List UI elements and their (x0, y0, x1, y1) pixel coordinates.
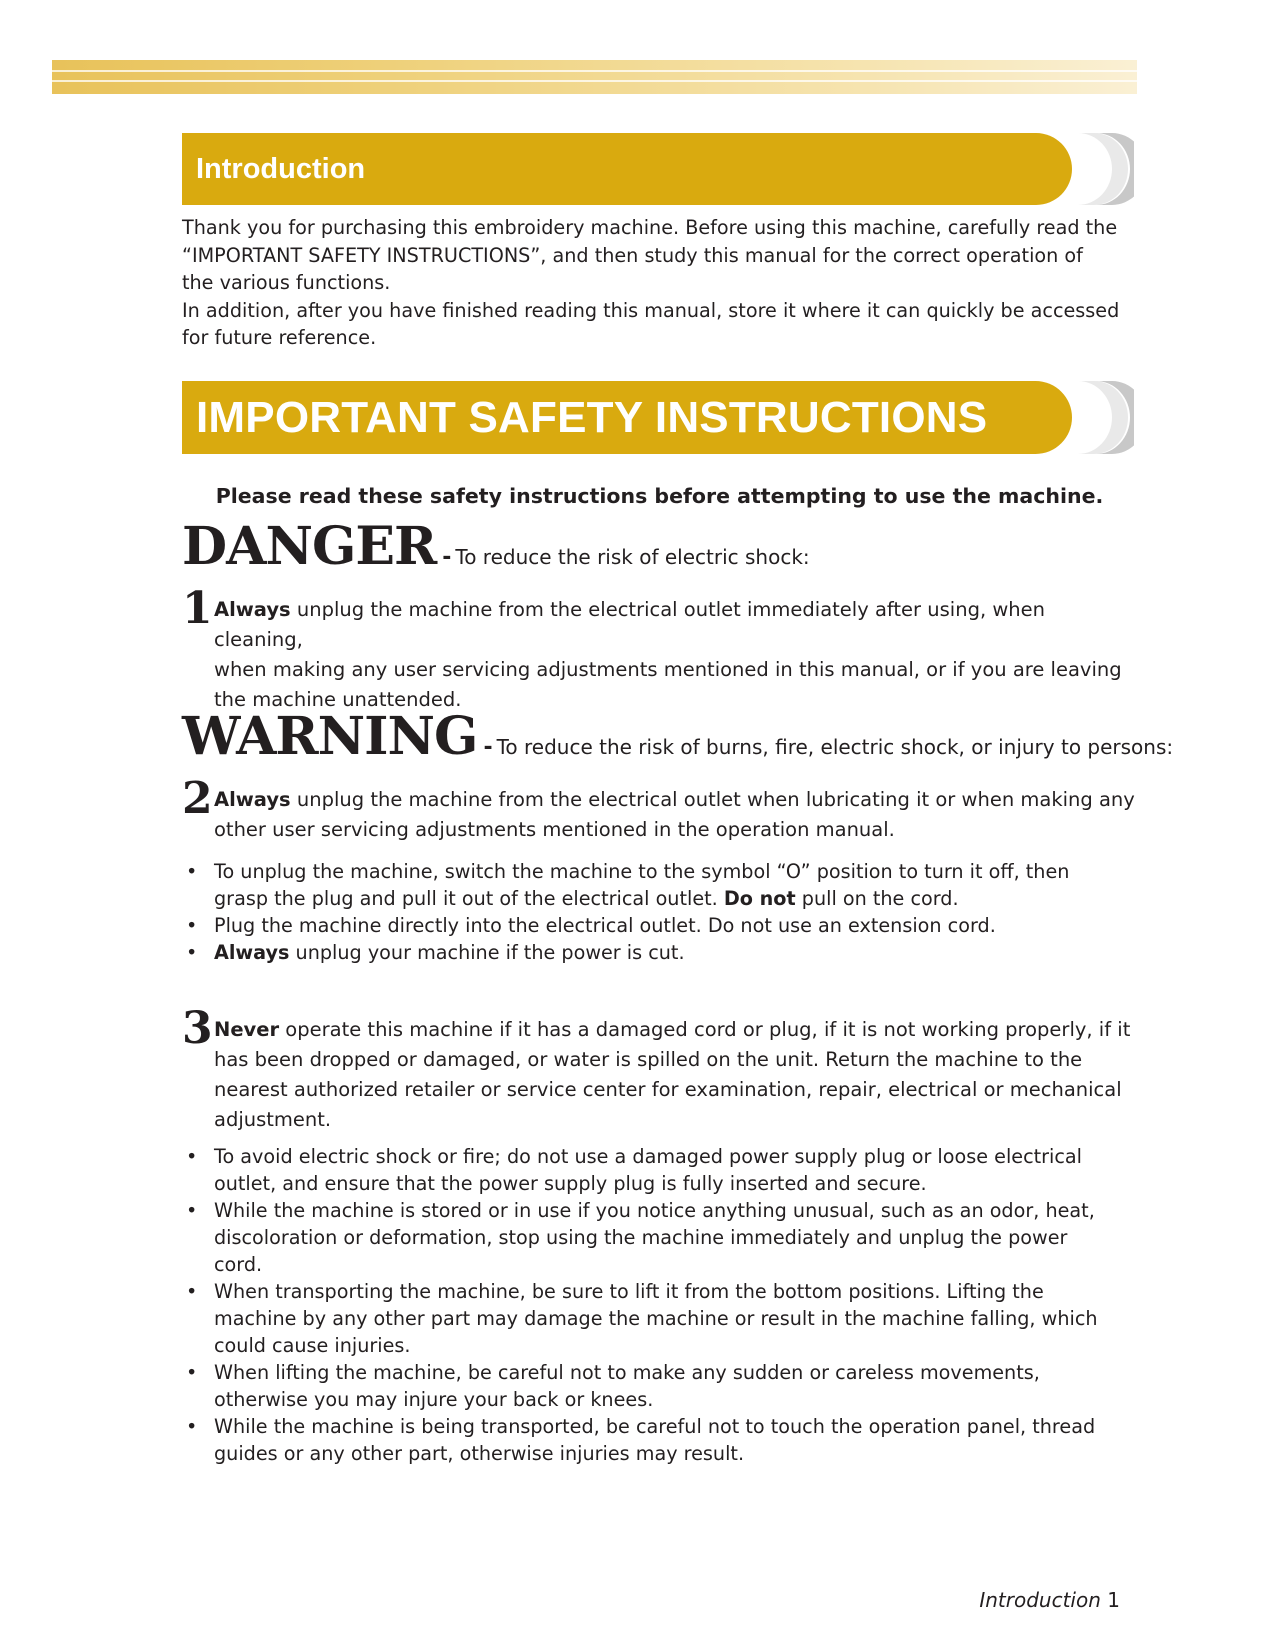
bullet-icon: • (186, 1280, 198, 1303)
list-item (182, 939, 1137, 966)
introduction-heading: Introduction (182, 133, 1072, 205)
bullet-icon: • (186, 1199, 198, 1222)
item-emphasis: Never (214, 1018, 280, 1041)
list-item (182, 1413, 1137, 1467)
warning-dash: - (483, 735, 493, 760)
bullet-icon: • (186, 941, 198, 964)
warning-subtitle: To reduce the risk of burns, fire, electric shock, or injury to persons: (496, 735, 1174, 759)
safety-item-1 (182, 583, 1137, 715)
item-text: nearest authorized retailer or service center for examination, repair, electrical or mechanical (214, 1078, 1122, 1101)
list-item (182, 858, 1137, 912)
page-footer (979, 1588, 1120, 1612)
intro-line: the various functions. (182, 271, 391, 294)
introduction-banner (182, 133, 1134, 205)
bullet-text: To unplug the machine, switch the machine to the symbol “O” position to turn it off, then (214, 860, 1070, 883)
top-decorative-stripe (52, 60, 1137, 94)
danger-header (182, 516, 1142, 577)
list-item (182, 1197, 1137, 1278)
intro-line: “IMPORTANT SAFETY INSTRUCTIONS”, and then study this manual for the correct operation of (182, 243, 1083, 267)
footer-section-title: Introduction (979, 1588, 1101, 1612)
warning-word: WARNING (182, 706, 478, 767)
warning-bullet-list (182, 858, 1137, 966)
item-text: has been dropped or damaged, or water is spilled on the unit. Return the machine to the (214, 1048, 1083, 1071)
bullet-text: While the machine is being transported, be careful not to touch the operation panel, thread (214, 1415, 1096, 1438)
item-number: 2 (182, 773, 213, 824)
item3-bullet-list (182, 1143, 1137, 1467)
list-item (182, 912, 1137, 939)
list-item (182, 1143, 1137, 1197)
page-number: 1 (1107, 1588, 1120, 1612)
bullet-text: When transporting the machine, be sure to lift it from the bottom positions. Lifting the (214, 1280, 1044, 1303)
safety-instructions-heading: IMPORTANT SAFETY INSTRUCTIONS (182, 381, 1072, 454)
bullet-text: cord. (214, 1253, 263, 1276)
bullet-text: guides or any other part, otherwise injuries may result. (214, 1442, 745, 1465)
bullet-icon: • (186, 860, 198, 883)
item-emphasis: Always (214, 598, 291, 621)
danger-word: DANGER (182, 516, 437, 577)
bullet-text: When lifting the machine, be careful not to make any sudden or careless movements, (214, 1361, 1040, 1384)
item-text: when making any user servicing adjustments mentioned in this manual, or if you are leaving (214, 658, 1122, 681)
bullet-emphasis: Do not (723, 887, 796, 910)
item-number: 3 (182, 1003, 213, 1054)
item-emphasis: Always (214, 788, 291, 811)
list-item (182, 1278, 1137, 1359)
bullet-text: To avoid electric shock or fire; do not use a damaged power supply plug or loose electrical (214, 1145, 1083, 1168)
introduction-paragraph (182, 214, 1137, 352)
item-text: operate this machine if it has a damaged cord or plug, if it is not working properly, if it (279, 1018, 1131, 1041)
bullet-icon: • (186, 1145, 198, 1168)
bullet-text: pull on the cord. (795, 887, 959, 910)
bullet-text: outlet, and ensure that the power supply plug is fully inserted and secure. (214, 1172, 927, 1195)
bullet-text: Plug the machine directly into the electrical outlet. Do not use an extension cord. (214, 914, 996, 937)
danger-subtitle: To reduce the risk of electric shock: (455, 545, 810, 569)
warning-header (182, 706, 1174, 767)
bullet-text: otherwise you may injure your back or knees. (214, 1388, 654, 1411)
bullet-text: discoloration or deformation, stop using the machine immediately and unplug the power (214, 1226, 1068, 1249)
double-arc-ornament-icon (1068, 381, 1134, 454)
item-text: unplug the machine from the electrical outlet immediately after using, when cleaning, (214, 598, 1046, 651)
item-text: adjustment. (214, 1108, 332, 1131)
safety-item-3 (182, 1003, 1137, 1135)
safety-instructions-banner (182, 381, 1134, 454)
bullet-icon: • (186, 1361, 198, 1384)
bullet-text: While the machine is stored or in use if you notice anything unusual, such as an odor, heat, (214, 1199, 1095, 1222)
safety-lead-text: Please read these safety instructions before attempting to use the machine. (215, 484, 1104, 508)
bullet-icon: • (186, 1415, 198, 1438)
bullet-text: unplug your machine if the power is cut. (289, 941, 685, 964)
item-text: other user servicing adjustments mentioned in the operation manual. (214, 818, 895, 841)
danger-dash: - (442, 545, 452, 570)
bullet-icon: • (186, 914, 198, 937)
double-arc-ornament-icon (1068, 133, 1134, 205)
item-number: 1 (182, 583, 213, 634)
item-text: unplug the machine from the electrical outlet when lubricating it or when making any (290, 788, 1135, 811)
intro-line: Thank you for purchasing this embroidery machine. Before using this machine, carefully read the (182, 216, 1118, 239)
item-text: the machine unattended. (214, 688, 462, 711)
safety-item-2 (182, 773, 1137, 845)
intro-line: In addition, after you have finished reading this manual, store it where it can quickly be accessed (182, 298, 1120, 322)
bullet-text: grasp the plug and pull it out of the electrical outlet. (214, 887, 724, 910)
bullet-text: could cause injuries. (214, 1334, 411, 1357)
bullet-text: machine by any other part may damage the machine or result in the machine falling, which (214, 1307, 1098, 1330)
list-item (182, 1359, 1137, 1413)
bullet-emphasis: Always (214, 941, 290, 964)
intro-line: for future reference. (182, 326, 377, 349)
